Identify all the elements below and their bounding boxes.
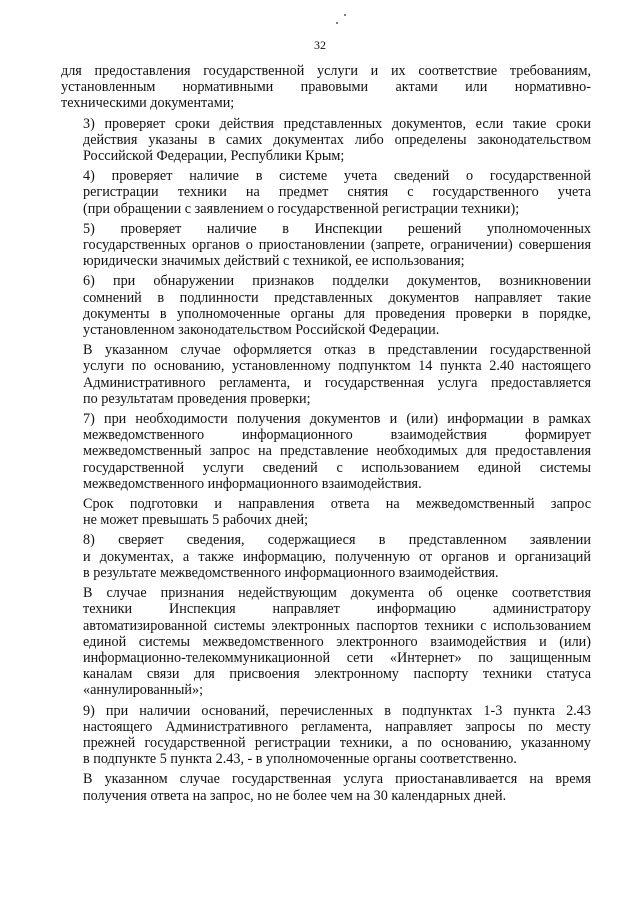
text-line: 5) проверяет наличие в Инспекции решений уполномоченных <box>83 220 591 237</box>
text-line: для предоставления государственной услуги и их соответствие требованиям, <box>61 63 591 79</box>
paragraph <box>61 63 591 112</box>
text-line: каналам связи для присвоения электронному паспорту техники статуса <box>83 666 591 683</box>
paragraph <box>61 532 591 581</box>
text-line: настоящего Административного регламента, направляет запросы по месту <box>83 718 591 735</box>
text-line: 9) при наличии оснований, перечисленных в подпунктах 1-3 пункта 2.43 <box>83 702 591 719</box>
text-line: услуги по основанию, установленному подпунктом 14 пункта 2.40 настоящего <box>83 358 591 375</box>
text-line: межведомственный запрос на представление необходимых для предоставления <box>83 443 591 460</box>
paragraph <box>61 496 591 528</box>
text-line: сомнений в подлинности представленных документов направляет такие <box>83 289 591 306</box>
paragraph <box>61 273 591 338</box>
text-line: 8) сверяет сведения, содержащиеся в представленном заявлении <box>83 532 591 549</box>
paragraph <box>61 168 591 217</box>
text-line: в результате межведомственного информационного взаимодействия. <box>83 564 499 581</box>
paragraph <box>61 411 591 492</box>
text-line: Административного регламента, и государственная услуга предоставляется <box>83 374 591 391</box>
text-line: В указанном случае оформляется отказ в представлении государственной <box>83 342 591 359</box>
text-line: по результатам проведения проверки; <box>83 390 311 407</box>
text-line: государственной услуги сведений с использованием единой системы <box>83 459 591 476</box>
text-line: 4) проверяет наличие в системе учета сведений о государственной <box>83 168 591 185</box>
text-line: техническими документами; <box>61 95 235 112</box>
text-line: получения ответа на запрос, но не более чем на 30 календарных дней. <box>83 787 507 804</box>
text-line: автоматизированной системы электронных паспортов техники с использованием <box>83 617 591 634</box>
text-line: В указанном случае государственная услуга приостанавливается на время <box>83 771 591 788</box>
text-line: действия указаны в самих документах либо определены законодательством <box>83 131 591 148</box>
paragraph <box>61 585 591 698</box>
text-line: не может превышать 5 рабочих дней; <box>83 512 309 529</box>
text-line: и документах, а также информацию, полученную от органов и организаций <box>83 548 591 565</box>
text-line: единой системы межведомственного электронного взаимодействия и (или) <box>83 633 591 650</box>
paragraph <box>61 221 591 270</box>
text-line: 6) при обнаружении признаков подделки документов, возникновении <box>83 273 591 290</box>
text-line: 7) при необходимости получения документов и (или) информации в рамках <box>83 411 591 428</box>
text-line: межведомственного информационного взаимодействия. <box>83 475 422 492</box>
text-line: техники Инспекция направляет информацию администратору <box>83 601 591 618</box>
text-line: юридически значимых действий с техникой, ее использования; <box>83 253 465 270</box>
paragraph <box>61 771 591 803</box>
text-line: регистрации техники на предмет снятия с государственного учета <box>83 184 591 201</box>
scan-speck <box>336 22 338 24</box>
text-line: «аннулированный»; <box>83 682 204 699</box>
paragraph <box>61 342 591 407</box>
text-line: установленном законодательством Российской Федерации. <box>83 322 440 339</box>
text-line: прежней государственной регистрации техники, а по основанию, указанному <box>83 734 591 751</box>
text-line: (при обращении с заявлением о государственной регистрации техники); <box>83 200 520 217</box>
text-line: межведомственного информационного взаимодействия формирует <box>83 427 591 444</box>
text-line: 3) проверяет сроки действия представленных документов, если такие сроки <box>83 115 591 132</box>
document-body <box>61 63 591 808</box>
text-line: установленным нормативными правовыми актами или нормативно- <box>61 79 591 96</box>
scan-speck <box>344 14 346 16</box>
page-number: 32 <box>314 38 326 52</box>
paragraph <box>61 703 591 768</box>
text-line: документы в уполномоченные органы для проведения проверки в порядке, <box>83 305 591 322</box>
text-line: в подпункте 5 пункта 2.43, - в уполномоченные органы соответственно. <box>83 751 517 768</box>
text-line: В случае признания недействующим документа об оценке соответствия <box>83 585 591 602</box>
text-line: информационно-телекоммуникационной сети «Интернет» по защищенным <box>83 649 591 666</box>
text-line: государственных органов о приостановлении (запрете, ограничении) совершения <box>83 237 591 254</box>
text-line: Срок подготовки и направления ответа на межведомственный запрос <box>83 496 591 513</box>
text-line: Российской Федерации, Республики Крым; <box>83 148 345 165</box>
paragraph <box>61 116 591 165</box>
